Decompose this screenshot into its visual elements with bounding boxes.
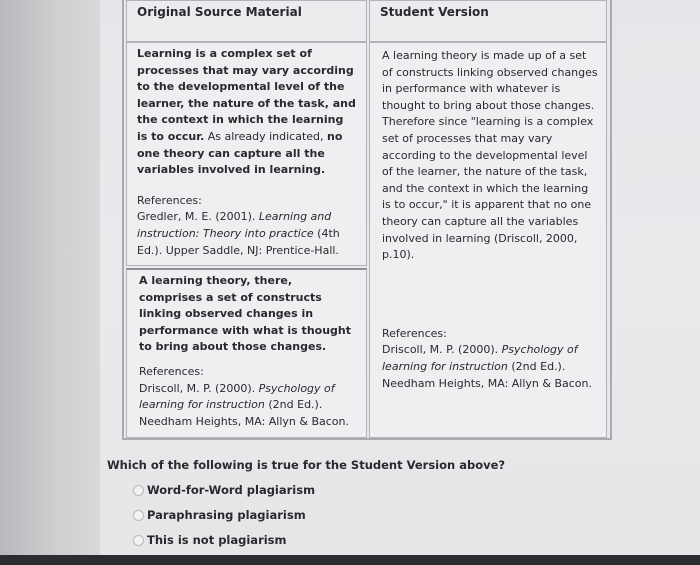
question-prompt: Which of the following is true for the Student Version above? [107, 458, 506, 472]
reference-authors: Driscoll, M. P. (2000). [139, 381, 259, 395]
reference-driscoll [382, 342, 598, 392]
option-word-for-word[interactable] [133, 482, 315, 498]
radio-button[interactable] [133, 485, 144, 496]
references-label: References: [139, 364, 204, 378]
reference-driscoll [139, 381, 356, 431]
reference-title: Psychology of learning for instruction [139, 381, 335, 412]
reference-title: Learning and instruction: Theory into practice [137, 210, 332, 240]
references-label: References: [137, 193, 202, 207]
original-passage-2: A learning theory, there, comprises a set of constructs linking observed changes in performance with what is thought to bring about those changes. [139, 274, 351, 354]
reference-details: (2nd Ed.). Needham Heights, MA: Allyn & Bacon. [139, 398, 350, 428]
original-passage-1-plain: As already indicated, [204, 129, 328, 143]
option-not-plagiarism[interactable] [133, 532, 287, 548]
original-passage-1-bold-2: no one theory can capture all the variables involved in learning. [137, 129, 343, 177]
background-left-strip [0, 0, 100, 565]
reference-title: Psychology of learning for instruction [382, 343, 578, 373]
option-paraphrasing[interactable] [133, 507, 306, 523]
references-label: References: [382, 326, 447, 340]
original-passage-1-bold: Learning is a complex set of processes that may vary according to the developmental level of the learner, the nature of the task, and the context in which the learning is to occur. [137, 47, 356, 143]
reference-details: (4th Ed.). Upper Saddle, NJ: Prentice-Hall. [137, 226, 340, 257]
reference-authors: Gredler, M. E. (2001). [137, 210, 259, 224]
reference-details: (2nd Ed.). Needham Heights, MA: Allyn & Bacon. [382, 359, 593, 390]
option-label[interactable]: This is not plagiarism [147, 533, 287, 547]
student-passage: A learning theory is made up of a set of constructs linking observed changes in performance with whatever is thought to bring about those changes. Therefore since "learning is a complex set of processes that may vary according to the developmental level of the learner, the nature of the task, and the context in which the learning is to occur," it is apparent that no one theory can capture all the variables involved in learning (Driscoll, 2000, p.10). [382, 49, 598, 262]
student-version-cell [369, 42, 607, 438]
original-source-cell-2 [126, 268, 367, 438]
original-passage-1 [137, 46, 356, 179]
reference-authors: Driscoll, M. P. (2000). [382, 343, 502, 357]
bottom-bar [0, 555, 700, 565]
radio-button[interactable] [133, 510, 144, 521]
reference-gredler [137, 209, 356, 259]
header-original-source: Original Source Material [126, 0, 367, 42]
option-label[interactable]: Paraphrasing plagiarism [147, 508, 306, 522]
original-source-cell-1 [126, 42, 367, 266]
radio-button[interactable] [133, 535, 144, 546]
header-student-version: Student Version [369, 0, 607, 42]
option-label[interactable]: Word-for-Word plagiarism [147, 483, 316, 497]
